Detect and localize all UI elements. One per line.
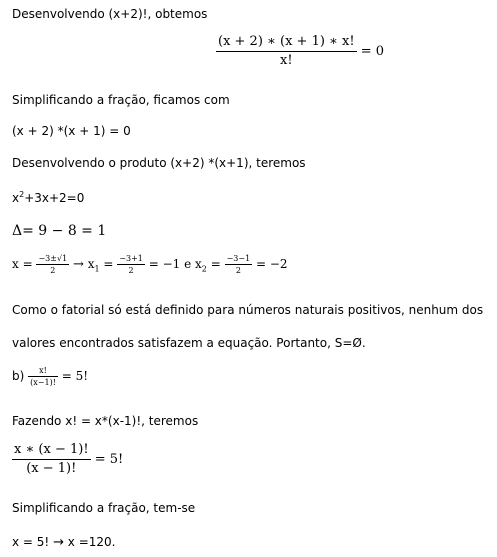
arrow-icon: → <box>53 535 64 550</box>
bhaskara-denominator: 2 <box>50 266 56 275</box>
simplify-text-2: Simplificando a fração, tem-se <box>12 501 196 515</box>
substituted-rhs: = 5! <box>94 452 124 467</box>
x2-fraction: $\frac{-3-1}{2}$ <box>226 254 251 275</box>
substitution-text: Fazendo x! = x*(x-1)!, teremos <box>12 414 199 428</box>
x1-label: x <box>87 257 95 271</box>
fraction-numerator: (x + 2) ∗ (x + 1) ∗ x! <box>218 34 355 49</box>
arrow-icon: → <box>72 257 84 272</box>
quadratic-exponent: 2 <box>19 190 25 199</box>
quadratic-x: x <box>12 191 20 205</box>
simplify-text: Simplificando a fração, ficamos com <box>12 93 230 107</box>
fraction-bar <box>216 51 357 52</box>
part-b-equation <box>12 366 88 387</box>
expand-text: Desenvolvendo o produto (x+2) *(x+1), teremos <box>12 156 306 170</box>
part-b-fraction: $\frac{x!}{(x-1)!}$ <box>30 366 56 387</box>
roots-equation: x = $\frac{-3\pm√1}{2}$ → $x_1$ = $\frac{-3+1}{2}$ = −1 e $x_2$ = $\frac{-3-1}{2}$ = −2 <box>12 254 288 275</box>
quadratic-equation <box>12 190 84 206</box>
x1-fraction: $\frac{-3+1}{2}$ <box>119 254 143 275</box>
x2-subscript: 2 <box>201 264 207 274</box>
intro-text: Desenvolvendo (x+2)!, obtemos <box>12 7 208 21</box>
conclusion-line-2: valores encontrados satisfazem a equação. Portanto, S=Ø. <box>12 336 366 350</box>
quadratic-rest: +3x+2=0 <box>24 191 85 205</box>
x2-result: = −2 <box>256 257 288 271</box>
delta-equation: Δ= 9 − 8 = 1 <box>12 223 107 239</box>
conclusion-line-1: Como o fatorial só está definido para números naturais positivos, nenhum dos <box>12 303 484 317</box>
part-b-rhs: = 5! <box>61 369 89 383</box>
substituted-equation <box>12 442 123 477</box>
product-equation: (x + 2) *(x + 1) = 0 <box>12 124 131 138</box>
final-answer: x = 5! → x =120. <box>12 535 116 550</box>
factorial-equation <box>216 34 384 69</box>
equation-fraction <box>216 34 357 69</box>
fraction-denominator: x! <box>280 53 293 68</box>
substituted-fraction: $\frac{x ∗ (x - 1)!}{(x - 1)!}$ <box>14 442 89 476</box>
x1-subscript: 1 <box>94 264 100 274</box>
x-label: x = <box>12 257 33 271</box>
bhaskara-numerator: −3±√1 <box>38 254 68 263</box>
x1-result: = −1 e x <box>148 257 202 271</box>
bhaskara-fraction <box>36 254 69 275</box>
part-b-label: b) <box>12 369 25 383</box>
equation-rhs: = 0 <box>360 44 385 59</box>
